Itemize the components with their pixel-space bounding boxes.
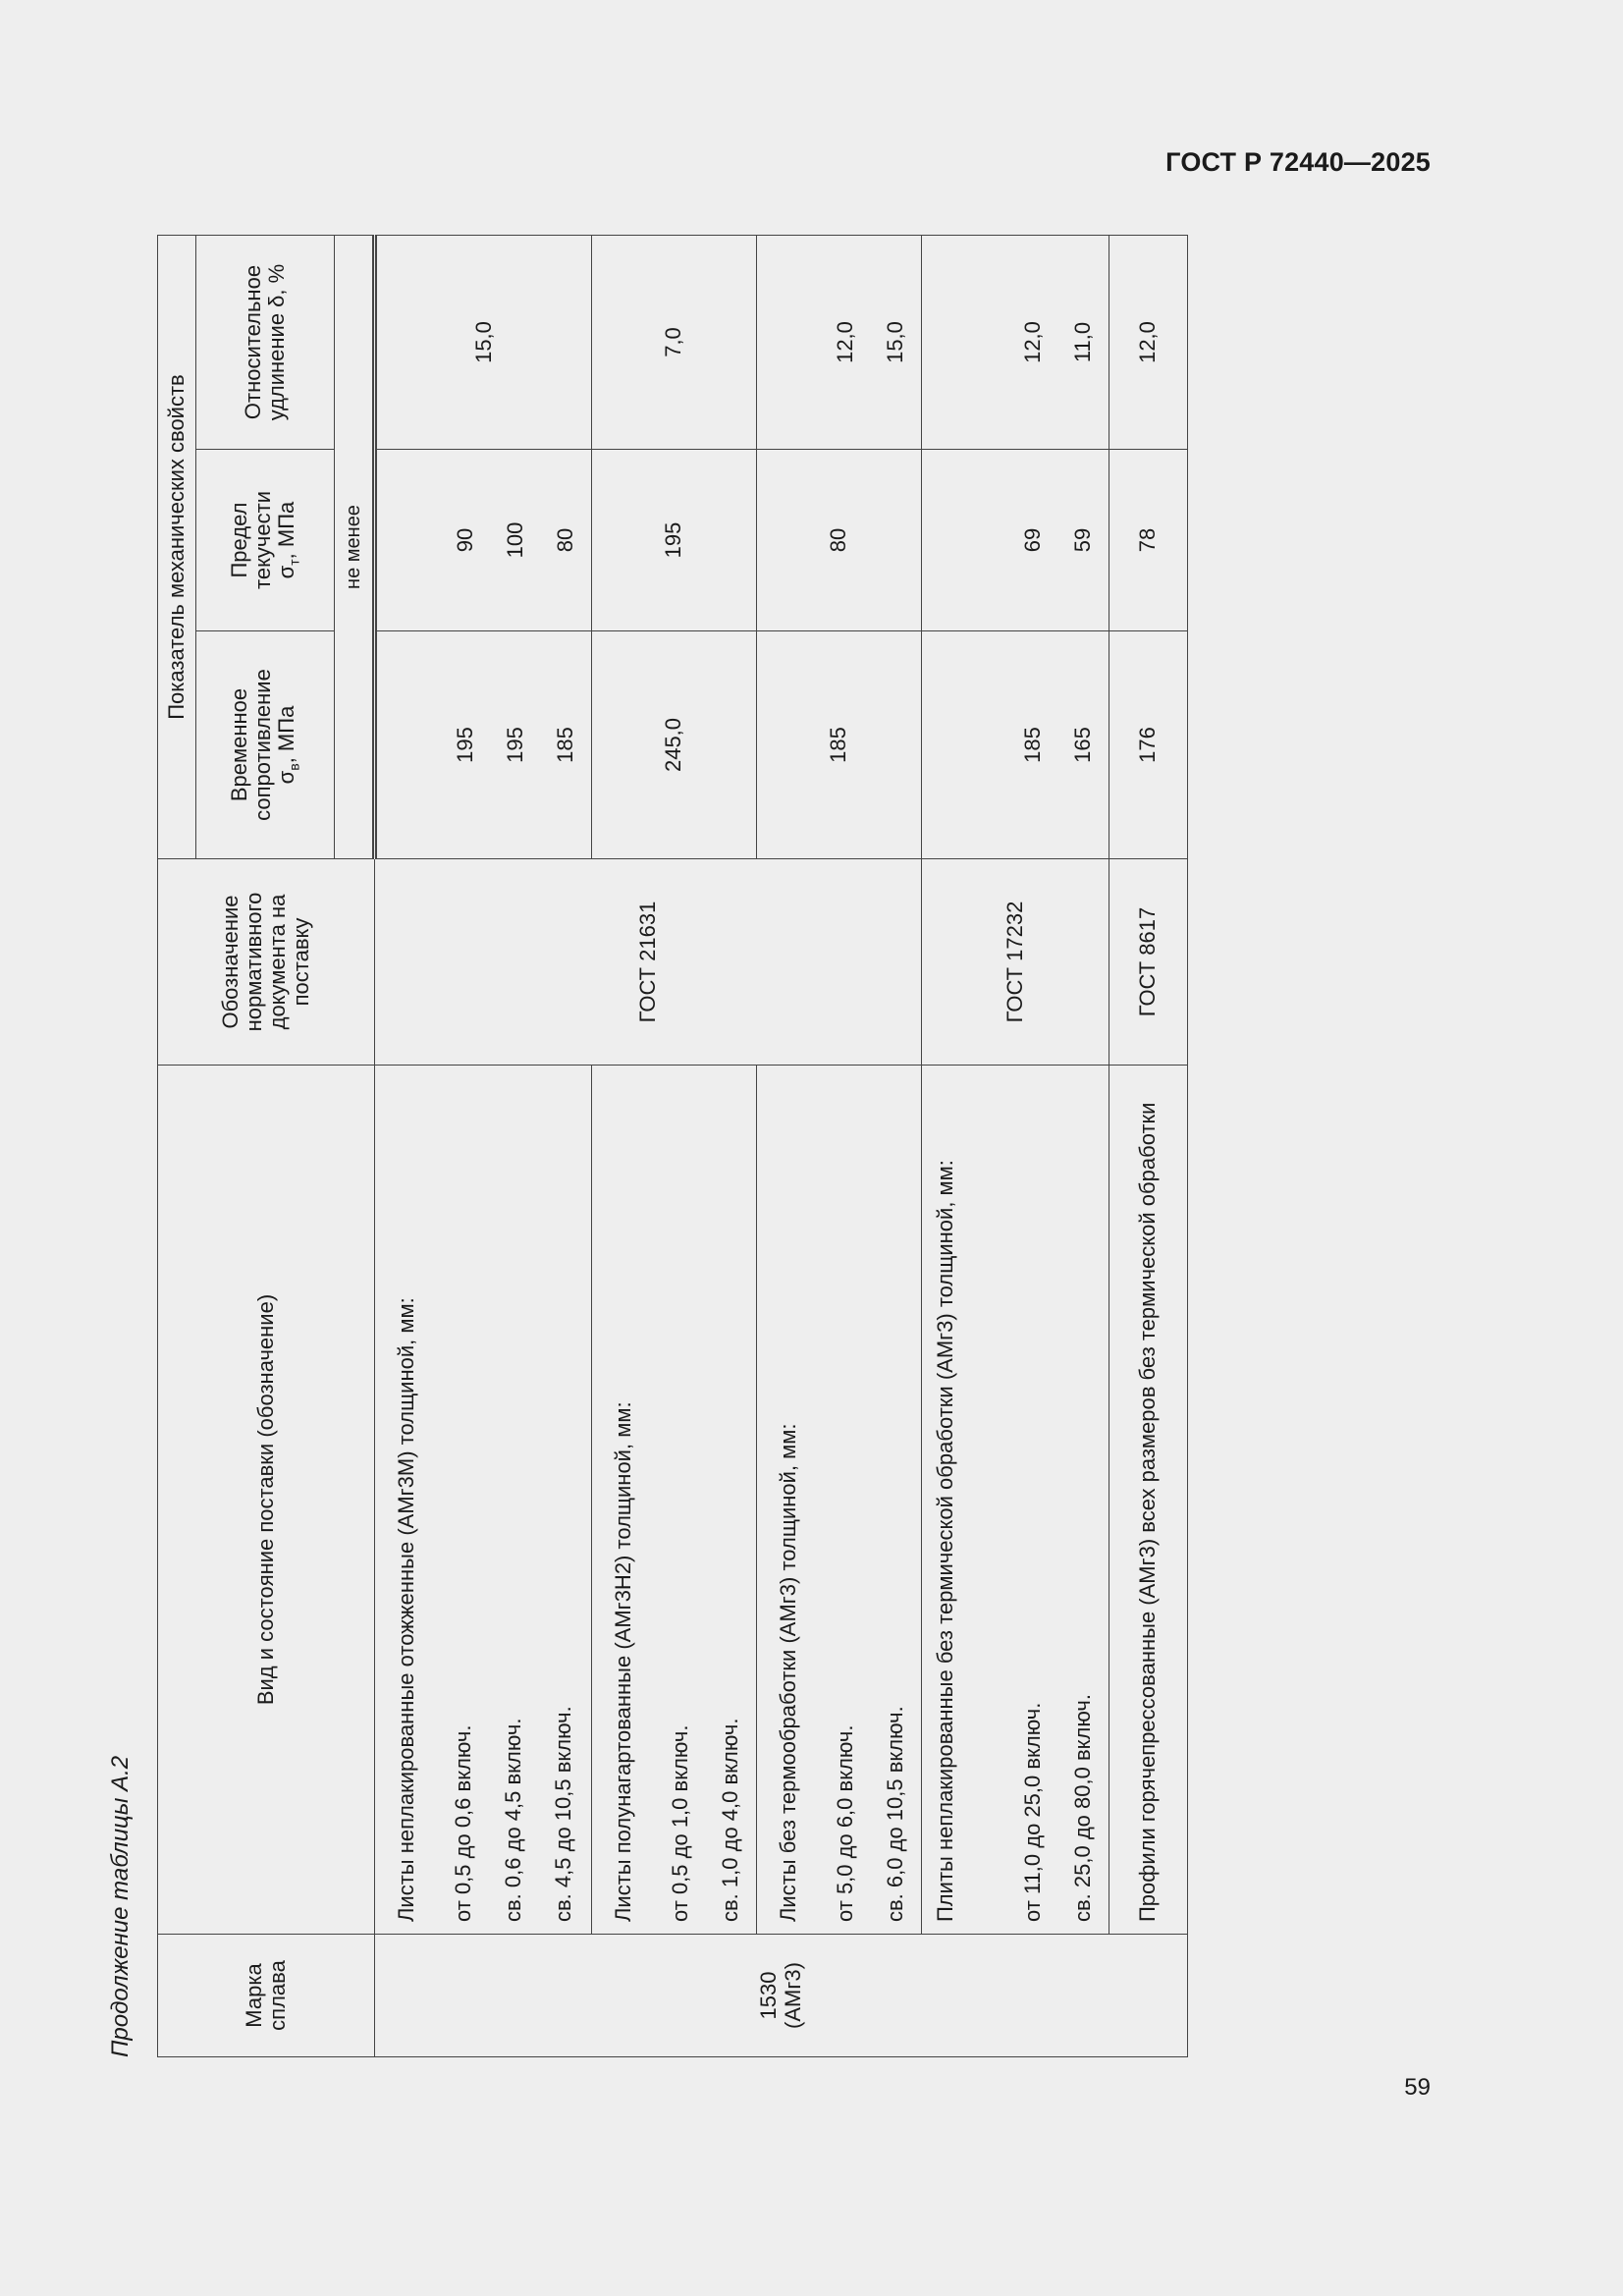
header-grade: Марка сплава bbox=[158, 1935, 375, 2057]
table-row bbox=[1109, 236, 1188, 2057]
doc-ref-plates: ГОСТ 17232 bbox=[922, 859, 1109, 1066]
tensile-cell: 185 165 bbox=[922, 631, 1109, 859]
grade-cell: 1530 (АМг3) bbox=[375, 1935, 1188, 2057]
tensile-cell: 245,0 bbox=[592, 631, 757, 859]
elongation-cell: 15,0 bbox=[375, 236, 592, 450]
table-row bbox=[375, 236, 592, 2057]
elongation-cell: 12,0 bbox=[1109, 236, 1188, 450]
tensile-cell: 176 bbox=[1109, 631, 1188, 859]
elongation-cell: 7,0 bbox=[592, 236, 757, 450]
row-kind: Листы неплакированные отожженные (АМг3М) толщиной, мм: от 0,5 до 0,6 включ. св. 0,6 до 4,5 включ. св. 4,5 до 10,5 включ. bbox=[375, 1066, 592, 1935]
rotated-table-area bbox=[103, 231, 1161, 2057]
header-doc: Обозначение нормативного документа на поставку bbox=[158, 859, 375, 1066]
table-row bbox=[592, 236, 757, 2057]
header-yield: Предел текучести $\sigma_т$, МПа bbox=[196, 450, 335, 631]
elongation-cell: 12,0 15,0 bbox=[757, 236, 922, 450]
header-elongation: Относительное удлинение δ, % bbox=[196, 236, 335, 450]
document-code: ГОСТ Р 72440—2025 bbox=[1165, 147, 1431, 177]
yield-cell: 90 100 80 bbox=[375, 450, 592, 631]
yield-cell: 78 bbox=[1109, 450, 1188, 631]
yield-cell: 195 bbox=[592, 450, 757, 631]
row-kind: Плиты неплакированные без термической обработки (АМг3) толщиной, мм: от 11,0 до 25,0 включ. св. 25,0 до 80,0 включ. bbox=[922, 1066, 1109, 1935]
tensile-cell: 185 bbox=[757, 631, 922, 859]
row-kind: Листы без термообработки (АМг3) толщиной, мм: от 5,0 до 6,0 включ. св. 6,0 до 10,5 включ. bbox=[757, 1066, 922, 1935]
mechanical-properties-table bbox=[157, 235, 1188, 2057]
elongation-cell: 12,0 11,0 bbox=[922, 236, 1109, 450]
header-tensile: Временное сопротивление $\sigma_в$, МПа bbox=[196, 631, 335, 859]
header-kind: Вид и состояние поставки (обозначение) bbox=[158, 1066, 375, 1935]
page-number: 59 bbox=[1404, 2074, 1431, 2101]
yield-cell: 80 bbox=[757, 450, 922, 631]
table-row bbox=[922, 236, 1109, 2057]
row-kind: Листы полунагартованные (АМг3Н2) толщиной, мм: от 0,5 до 1,0 включ. св. 1,0 до 4,0 включ. bbox=[592, 1066, 757, 1935]
header-not-less: не менее bbox=[335, 236, 375, 859]
tensile-cell: 195 195 185 bbox=[375, 631, 592, 859]
row-kind: Профили горячепрессованные (АМг3) всех размеров без термической обработки bbox=[1109, 1066, 1188, 1935]
yield-cell: 69 59 bbox=[922, 450, 1109, 631]
table-row bbox=[757, 236, 922, 2057]
doc-ref-sheets: ГОСТ 21631 bbox=[375, 859, 922, 1066]
header-mech-group: Показатель механических свойств bbox=[158, 236, 196, 859]
table-caption: Продолжение таблицы А.2 bbox=[107, 1755, 134, 2057]
doc-ref-profiles: ГОСТ 8617 bbox=[1109, 859, 1188, 1066]
